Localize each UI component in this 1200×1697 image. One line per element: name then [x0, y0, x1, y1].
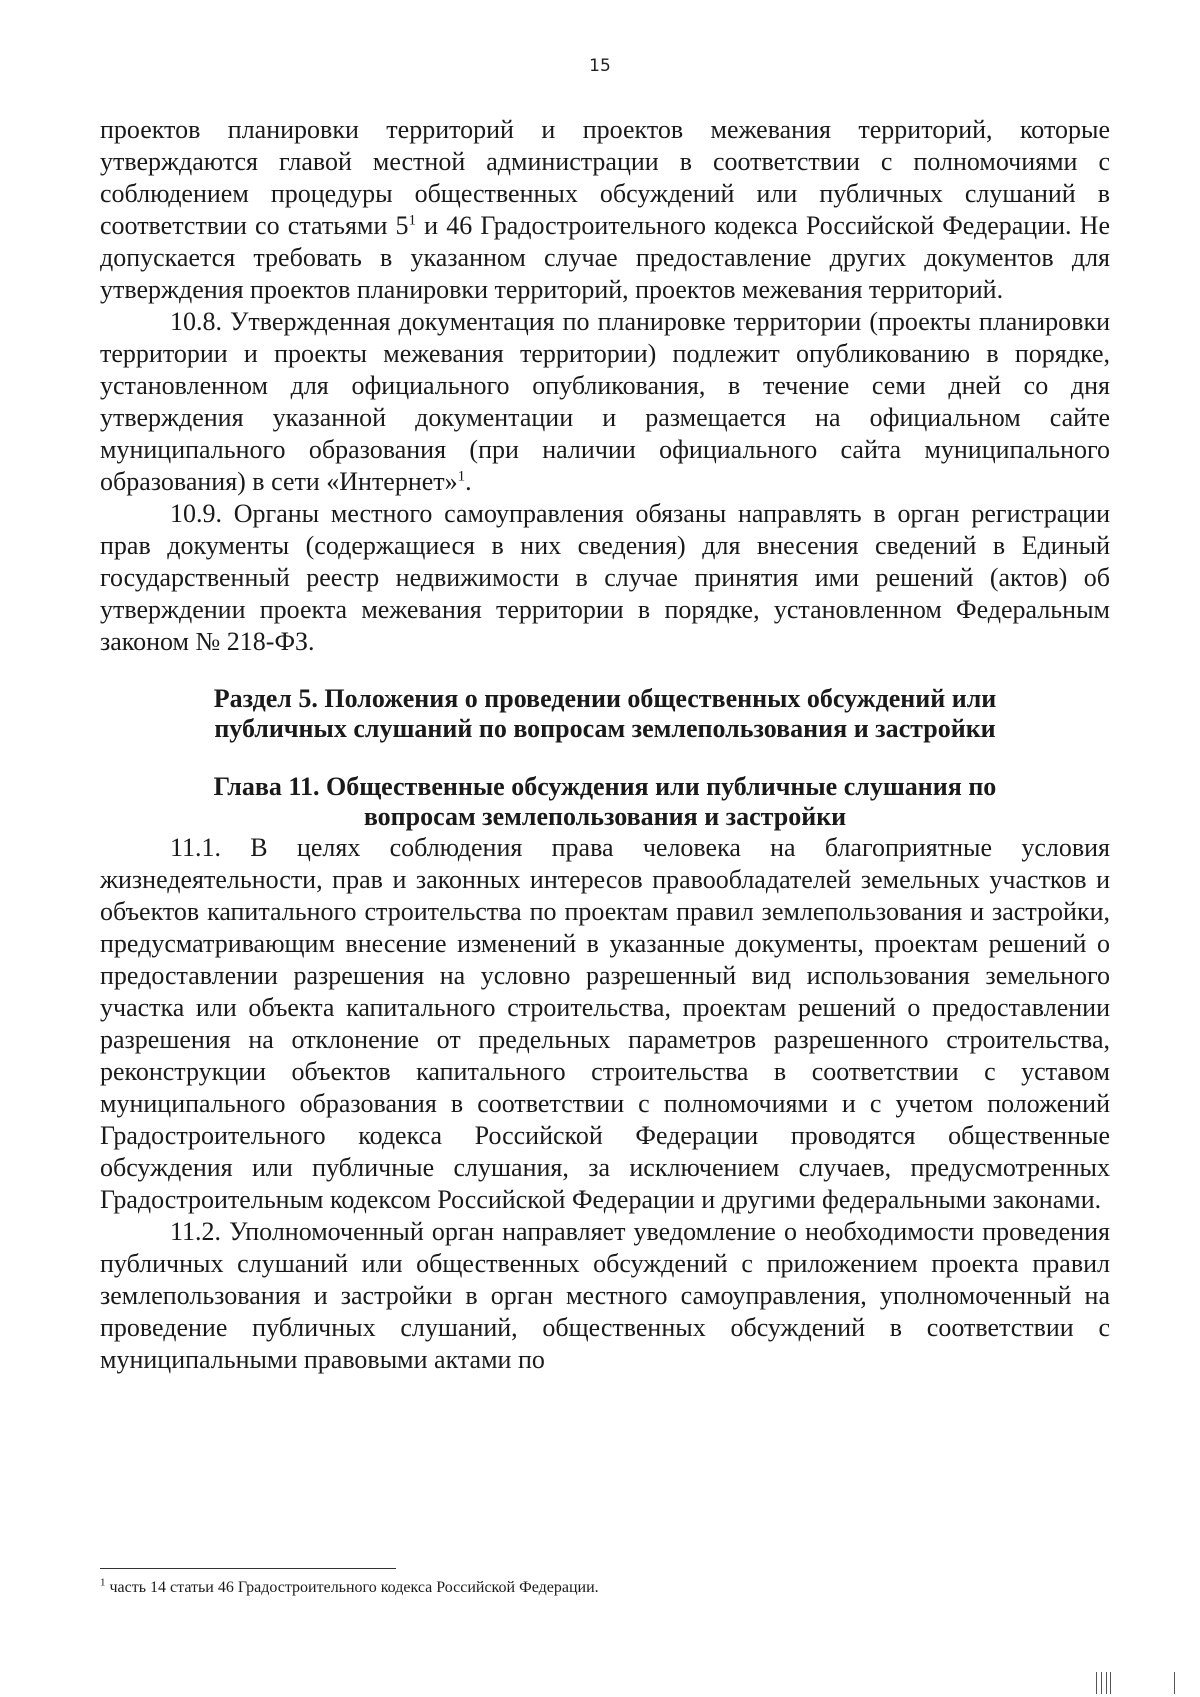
chapter-heading-line: вопросам землепользования и застройки: [363, 802, 847, 831]
scan-mark: [1106, 1672, 1107, 1694]
footnote: [100, 1578, 1110, 1598]
document-body: [100, 114, 1110, 1376]
scan-mark: [1096, 1672, 1097, 1694]
footnote-text: часть 14 статьи 46 Градостроительного кодекса Российской Федерации.: [105, 1579, 599, 1596]
footnote-reference: 1: [457, 468, 466, 485]
section-heading: [100, 684, 1110, 744]
page-number: 15: [589, 56, 611, 76]
scan-mark: [1110, 1672, 1111, 1694]
paragraph-text: проектов планировки территорий и проектов межевания территорий, которые утверждаются главой местной администрации в соответствии с полномочиями с соблюдением процедуры общественных обсуждений или публичных слушаний в соответствии со статьями 5: [100, 115, 1110, 240]
scan-mark: [1101, 1672, 1102, 1694]
section-heading-line: публичных слушаний по вопросам землепользования и застройки: [214, 714, 996, 743]
scan-mark: [1174, 1672, 1175, 1694]
paragraph-text: 10.8. Утвержденная документация по планировке территории (проекты планировки территории и проекты межевания территории) подлежит опубликованию в порядке, установленном для официального опубликования, в течение семи дней со дня утверждения указанной документации и размещается на официальном сайте муниципального образования (при наличии официального сайта муниципального образования) в сети «Интернет»: [100, 307, 1110, 496]
chapter-heading-line: Глава 11. Общественные обсуждения или публичные слушания по: [213, 772, 997, 801]
paragraph-continuation: [100, 114, 1110, 306]
paragraph-11-1: 11.1. В целях соблюдения права человека на благоприятные условия жизнедеятельности, прав и законных интересов правообладателей земельных участков и объектов капитального строительства по проектам правил землепользования и застройки, предусматривающим внесение изменений в указанные документы, проектам решений о предоставлении разрешения на условно разрешенный вид использования земельного участка или объекта капитального строительства, проектам решений о предоставлении разрешения на отклонение от предельных параметров разрешенного строительства, реконструкции объектов капитального строительства в соответствии с уставом муниципального образования в соответствии с полномочиями и с учетом положений Градостроительного кодекса Российской Федерации проводятся общественные обсуждения или публичные слушания, за исключением случаев, предусмотренных Градостроительным кодексом Российской Федерации и другими федеральными законами.: [100, 833, 1110, 1214]
paragraph-end-punctuation: .: [465, 467, 472, 496]
footnote-separator: [100, 1568, 396, 1569]
paragraph-11-2: 11.2. Уполномоченный орган направляет уведомление о необходимости проведения публичных слушаний или общественных обсуждений с приложением проекта правил землепользования и застройки в орган местного самоуправления, уполномоченный на проведение публичных слушаний, общественных обсуждений в соответствии с муниципальными правовыми актами по: [100, 1217, 1110, 1374]
superscript-marker: 1: [408, 212, 417, 229]
paragraph-text: и 46 Градостроительного кодекса Российской Федерации. Не допускается требовать в указанном случае предоставление других документов для утверждения проектов планировки территорий, проектов межевания территорий.: [100, 211, 1110, 304]
chapter-heading: [100, 772, 1110, 832]
section-heading-line: Раздел 5. Положения о проведении общественных обсуждений или: [213, 684, 997, 713]
paragraph-10-9: 10.9. Органы местного самоуправления обязаны направлять в орган регистрации прав документы (содержащиеся в них сведения) для внесения сведений в Единый государственный реестр недвижимости в случае принятия ими решений (актов) об утверждении проекта межевания территории в порядке, установленном Федеральным законом № 218-ФЗ.: [100, 499, 1110, 656]
footnote-marker: 1: [100, 1576, 106, 1589]
paragraph-10-8: [100, 306, 1110, 498]
